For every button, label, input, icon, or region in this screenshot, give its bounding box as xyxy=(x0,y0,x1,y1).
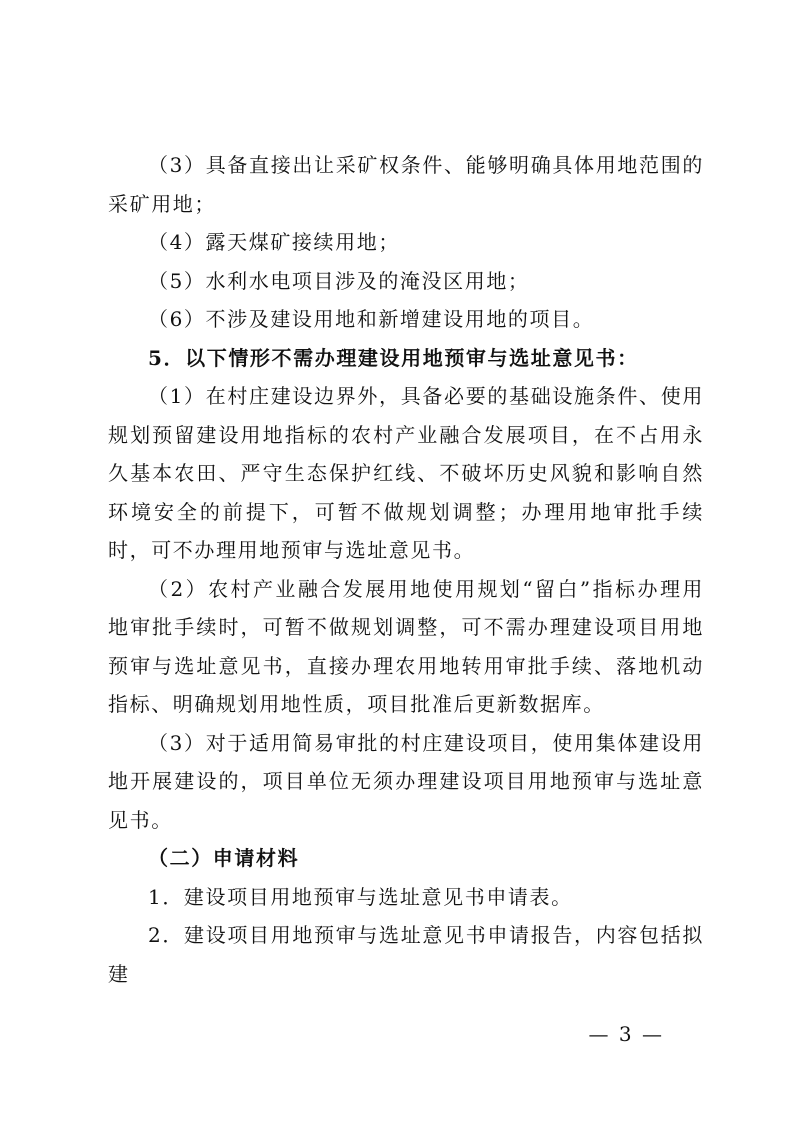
paragraph-open-pit-coal: （4）露天煤矿接续用地； xyxy=(148,230,400,254)
section-heading-exemptions: 5．以下情形不需办理建设用地预审与选址意见书： xyxy=(148,345,639,370)
paragraph-simple-approval: （3）对于适用简易审批的村庄建设项目，使用集体建设用地开展建设的，项目单位无须办理建设项目用地预审与选址意见书。 xyxy=(108,730,704,832)
paragraph-mining-land: （3）具备直接出让采矿权条件、能够明确具体用地范围的采矿用地； xyxy=(108,153,704,216)
document-body xyxy=(108,146,704,993)
paragraph-application-report: 2．建设项目用地预审与选址意见书申请报告，内容包括拟建 xyxy=(108,923,704,986)
paragraph-application-form: 1．建设项目用地预审与选址意见书申请表。 xyxy=(148,884,573,909)
paragraph-reserved-quota: （2）农村产业融合发展用地使用规划“留白”指标办理用地审批手续时，可暂不做规划调整，可不需办理建设项目用地预审与选址意见书，直接办理农用地转用审批手续、落地机动指标、明确规划用地性质，项目批准后更新数据库。 xyxy=(108,576,704,716)
paragraph-hydropower-flood: （5）水利水电项目涉及的淹没区用地； xyxy=(148,268,530,293)
page-number: — 3 — xyxy=(588,1022,664,1046)
section-heading-materials: （二）申请材料 xyxy=(148,846,300,870)
paragraph-no-construction-land: （6）不涉及建设用地和新增建设用地的项目。 xyxy=(148,307,595,331)
paragraph-rural-industry: （1）在村庄建设边界外，具备必要的基础设施条件、使用规划预留建设用地指标的农村产业融合发展项目，在不占用永久基本农田、严守生态保护红线、不破坏历史风貌和影响自然环境安全的前提下，可暂不做规划调整；办理用地审批手续时，可不办理用地预审与选址意见书。 xyxy=(108,384,704,562)
